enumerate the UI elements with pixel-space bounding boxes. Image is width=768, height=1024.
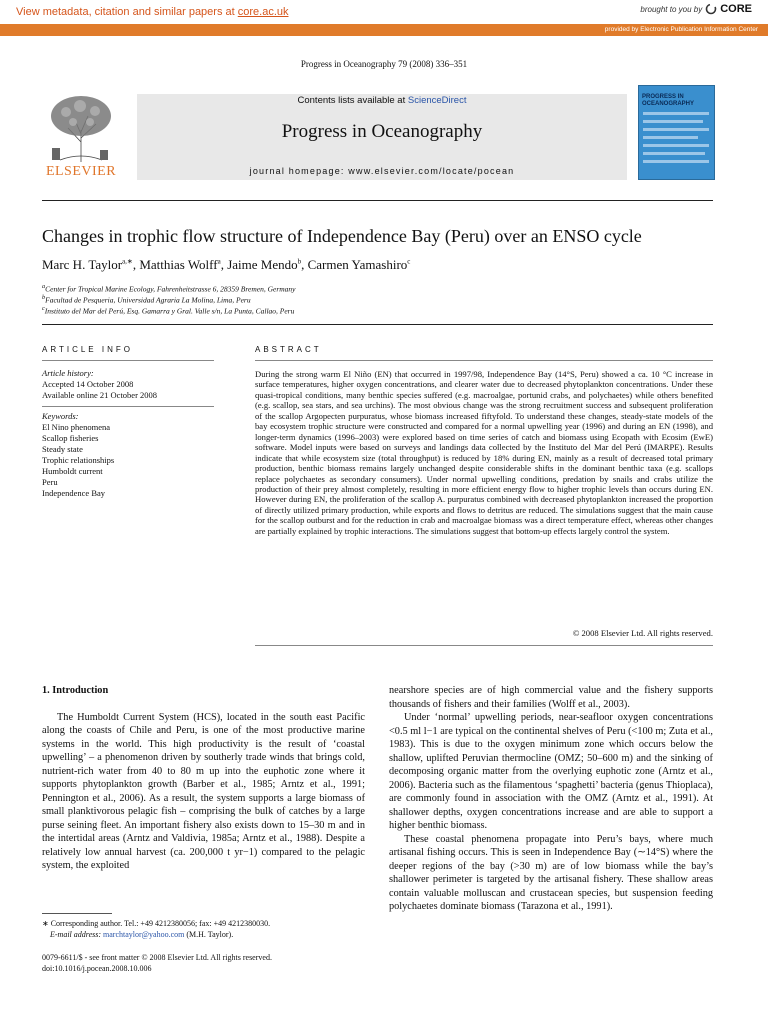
article-info-heading: ARTICLE INFO — [42, 345, 133, 354]
cover-title: PROGRESS IN OCEANOGRAPHY — [642, 94, 695, 107]
author-sup[interactable]: a — [217, 257, 221, 266]
keyword: Trophic relationships — [42, 455, 115, 465]
footnote-rule — [42, 913, 112, 914]
body-right-column — [389, 684, 713, 914]
contents-prefix: Contents lists available at — [297, 95, 408, 106]
author-name: Marc H. Taylor — [42, 257, 123, 272]
core-logo-text: CORE — [720, 3, 752, 15]
keyword: Steady state — [42, 444, 83, 454]
corresponding-author: ∗ Corresponding author. Tel.: +49 4212380056; fax: +49 4212380030. — [42, 919, 271, 928]
author-name: Carmen Yamashiro — [307, 257, 408, 272]
body-paragraph: Under ‘normal’ upwelling periods, near-seafloor oxygen concentrations <0.5 ml l−1 are typical on the continental shelves of Peru (<100 m; Zuta et al., 1983). This is due to the oxygen minimum zone which occurs below the shallow, uplifted Peruvian thermocline (OMZ; 50–600 m) and the sinking of decomposing organic matter from the overlying euphotic zone (Arntz et al., 2006). Bacteria such as the filamentous ‘spaghetti’ bacteria (genus Thioplaca), are commonly found in association with the OMZ (Arntz et al., 1991). At shallower depths, oxygen concentrations increase and are able to support a higher benthic biomass. — [389, 712, 713, 831]
contents-line — [137, 95, 627, 106]
author-name: Matthias Wolff — [139, 257, 218, 272]
accepted-date: Accepted 14 October 2008 — [42, 379, 134, 389]
keyword: El Nino phenomena — [42, 422, 110, 432]
section-rule — [42, 324, 713, 325]
article-info-rule — [42, 360, 214, 361]
affiliation: $^a$Center for Tropical Marine Ecology, Fahrenheitstrasse 6, 28359 Bremen, Germany — [42, 283, 296, 294]
keyword: Peru — [42, 477, 58, 487]
email-label: E-mail address: — [50, 930, 104, 939]
body-left-column — [42, 684, 365, 873]
elsevier-wordmark: ELSEVIER — [45, 164, 117, 179]
online-date: Available online 21 October 2008 — [42, 390, 158, 400]
provider-bar — [0, 24, 768, 36]
sciencedirect-link[interactable]: ScienceDirect — [407, 95, 467, 106]
abstract-end-rule — [255, 645, 713, 646]
affiliation: $^c$Instituto del Mar del Perú, Esq. Gamarra y Gral. Valle s/n, La Punta, Callao, Peru — [42, 305, 295, 316]
author-email-link[interactable]: marchtaylor@yahoo.com — [103, 930, 185, 939]
footnote: ∗ Corresponding author. Tel.: +49 4212380056; fax: +49 4212380030. E-mail address: marchtaylor@yahoo.com (M.H. Taylor). — [42, 918, 365, 940]
provided-by-text: provided by Electronic Publication Information Center — [604, 26, 758, 33]
author-sup[interactable]: a,∗ — [122, 257, 133, 266]
journal-cover-image — [638, 85, 715, 180]
abstract-rule — [255, 360, 713, 361]
core-brand[interactable] — [640, 3, 752, 15]
keyword: Humboldt current — [42, 466, 103, 476]
author-list: Marc H. Taylor$^{a,∗}$, Matthias Wolff$^a$, Jaime Mendo$^b$, Carmen Yamashiro$^c$ — [42, 257, 411, 272]
affiliation: $^b$Facultad de Pesqueria, Universidad Agraria La Molina, Lima, Peru — [42, 294, 251, 305]
core-logo-icon — [705, 3, 717, 15]
author-name: Jaime Mendo — [227, 257, 298, 272]
paper-title: Changes in trophic flow structure of Independence Bay (Peru) over an ENSO cycle — [42, 226, 642, 246]
issn-doi — [42, 952, 272, 974]
keyword: Scallop fisheries — [42, 433, 99, 443]
core-ac-uk-link[interactable]: core.ac.uk — [237, 6, 289, 18]
core-metadata-link[interactable] — [16, 6, 289, 18]
doi-line[interactable]: doi:10.1016/j.pocean.2008.10.006 — [42, 964, 152, 973]
journal-reference: Progress in Oceanography 79 (2008) 336–351 — [300, 59, 468, 69]
header-rule — [42, 200, 713, 201]
issn-line: 0079-6611/$ - see front matter © 2008 Elsevier Ltd. All rights reserved. — [42, 953, 272, 962]
core-link-prefix: View metadata, citation and similar papers at — [16, 6, 238, 18]
body-paragraph: These coastal phenomena propagate into Peru’s bays, where much artisanal fishing occurs. This is seen in Independence Bay (∼14°S) where the deeper regions of the bay (>30 m) are of low biomass while the bay’s shallower perimeter is targeted by the artisanal fishery. These shallow areas contain valuable molluscan and crustacean species, but suspension feeding polychaetes dominate biomass (Tarazona et al., 1991). — [389, 833, 713, 912]
abstract-heading: ABSTRACT — [255, 345, 322, 354]
section-heading-introduction: 1. Introduction — [42, 685, 109, 696]
article-info-block — [42, 368, 214, 499]
keywords-label: Keywords: — [42, 411, 79, 421]
brought-by-text: brought to you by — [640, 4, 703, 14]
keyword: Independence Bay — [42, 488, 106, 498]
journal-title: Progress in Oceanography — [281, 121, 483, 142]
author-sup[interactable]: b — [297, 257, 302, 266]
author-sup[interactable]: c — [407, 257, 411, 266]
abstract-text: During the strong warm El Niño (EN) that occurred in 1997/98, Independence Bay (14°S, Peru) showed a ca. 10 °C increase in surface temperatures, higher oxygen concentrations, and clearer water due to decreased phytoplankton concentrations. Under these quasi-tropical conditions, many benthic species suffered (e.g. macroalgae, portunid crabs, and polychaetes) while others benefited (e.g. scallop, sea stars, and sea urchins). The most obvious change was the strong recruitment success and subsequent proliferation of the scallop Argopecten purpuratus, whose biomass increased fiftyfold. To understand these changes, steady-state models of the bay ecosystem trophic structure were constructed and compared for a normal upwelling year (1996) and during an EN (1998), and longer-term dynamics (1996–2003) were explored based on time series of catch and biomass using Ecopath with Ecosim (EwE) software. Model inputs were based on surveys and landings data collected by the Instituto del Mar del Perú (IMARPE). Results indicate that while ecosystem size (total throughput) is reduced by 18% during EN, mainly as a result of decreased total primary production, benthic biomass remains largely unchanged despite considerable shifts in the dominant benthic taxa (e.g. scallops replace polychaetes as secondary consumers). Under normal upwelling conditions, predation by snails and crabs utilize the production of their prey almost completely, resulting in more efficient energy flow to higher trophic levels than occurs during EN. However during EN, the proliferation of the scallop A. purpuratus combined with decreased phytoplankton increased the proportion of directly utilized primary production, while exports and flows to detritus are reduced. The simulations suggest that the main cause for the scallop outburst and for the reduction in crab and macroalgae biomass was a direct temperature effect, whereas other changes are partially explained by trophic interactions. The simulations suggest that bottom-up effects largely control the system. — [255, 369, 713, 536]
body-paragraph: nearshore species are of high commercial value and the fishery supports thousands of fishers and their families (Wolff et al., 2003). — [389, 685, 713, 710]
keywords-rule — [42, 406, 214, 407]
copyright: © 2008 Elsevier Ltd. All rights reserved. — [572, 628, 713, 638]
core-banner — [0, 0, 768, 25]
body-paragraph: The Humboldt Current System (HCS), located in the south east Pacific along the coasts of Chile and Peru, is one of the most productive marine systems in the world. This high productivity is the result of ‘coastal upwelling’ – a phenomenon driven by southerly trade winds that brings cold, nutrient-rich water from 40 to 80 m up into the euphotic zone where it supports phytoplankton growth (Barber et al., 1985; Arntz et al., 1991; Pennington et al., 2006). As a result, the system supports a large biomass of small planktivorous pelagic fish – comprising the bulk of catches by a large purse seining fleet. An important fishery also exists down to 15–30 m and in the intertidal areas (Arntz and Valdivia, 1985a; Arntz et al., 1988). Despite a relatively low annual harvest (ca. 200,000 t yr−1) compared to the pelagic system, the exploited — [42, 711, 365, 871]
journal-homepage[interactable]: journal homepage: www.elsevier.com/locate/pocean — [249, 166, 515, 176]
history-label: Article history: — [42, 368, 94, 378]
